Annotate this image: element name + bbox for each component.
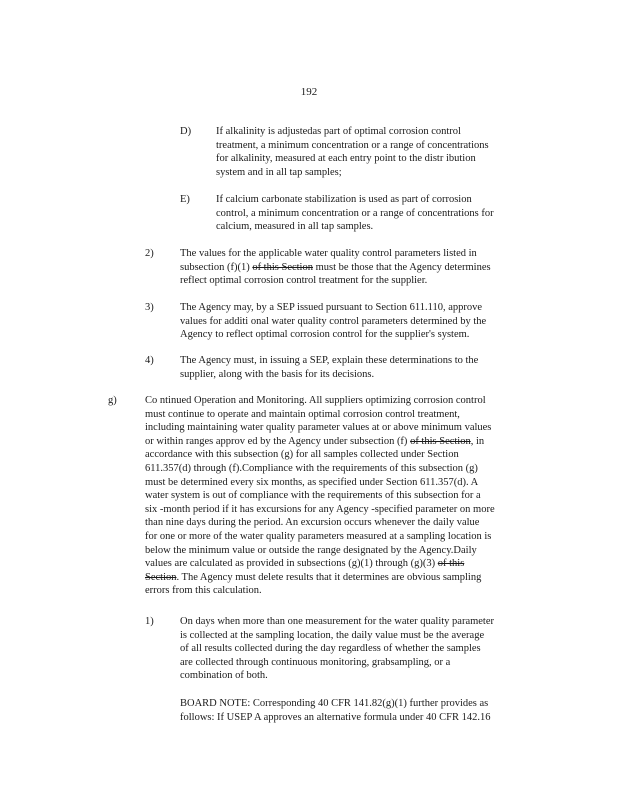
item-g-line: Section. The Agency must delete results that it determines are obvious sampling bbox=[145, 571, 482, 583]
item-g-line: than nine days during the period. An excursion occurs whenever the daily value bbox=[145, 517, 480, 529]
item-g-line: below the minimum value or outside the range designated by the Agency.Daily bbox=[145, 544, 477, 556]
item-g1-line: of all results collected during the day regardless of whether the samples bbox=[180, 643, 481, 655]
item-g-line: six -month period if it has excursions for any Agency -specified parameter on more bbox=[145, 503, 495, 515]
item-g-line: Co ntinued Operation and Monitoring. All suppliers optimizing corrosion control bbox=[145, 395, 486, 406]
item-g-line: 611.357(d) through (f).Compliance with the requirements of this subsection (g) bbox=[145, 462, 478, 474]
struck-text: of this bbox=[437, 558, 465, 570]
item-g-line: must be determined every six months, as specified under Section 611.357(d). A bbox=[145, 476, 479, 488]
page-number: 192 bbox=[300, 86, 318, 98]
item-g-line: or within ranges approv ed by the Agency under subsection (f) of this Section, in bbox=[145, 435, 485, 447]
item-g-marker: g) bbox=[108, 395, 117, 406]
struck-text: Section bbox=[145, 571, 177, 583]
item-e-line: If calcium carbonate stabilization is used as part of corrosion bbox=[216, 194, 472, 205]
item-2-line: reflect optimal corrosion control treatment for the supplier. bbox=[180, 275, 428, 287]
item-g-line: including maintaining water quality parameter values at or above minimum values bbox=[145, 422, 492, 434]
item-3-line: Agency to reflect optimal corrosion control for the supplier's system. bbox=[180, 329, 470, 341]
item-4-marker: 4) bbox=[145, 355, 154, 366]
item-3-line: values for additi onal water quality control parameters determined by the bbox=[180, 315, 487, 327]
item-4-line: supplier, along with the basis for its decisions. bbox=[180, 368, 375, 380]
item-e-line: calcium, measured in all tap samples. bbox=[216, 221, 374, 233]
struck-text: of this Section bbox=[252, 261, 313, 273]
item-g-line: must continue to operate and maintain optimal corrosion control treatment, bbox=[145, 408, 460, 420]
item-g-line: values are calculated as provided in subsections (g)(1) through (g)(3) of this bbox=[145, 558, 465, 570]
item-d-line: treatment, a minimum concentration or a range of concentrations bbox=[216, 139, 489, 151]
item-g-line: water system is out of compliance with the requirements of this subsection for a bbox=[145, 490, 481, 502]
item-g-line: for one or more of the water quality parameters measured at a sampling location is bbox=[145, 530, 492, 542]
item-d-line: system and in all tap samples; bbox=[216, 166, 342, 178]
item-g-line: accordance with this subsection (g) for all samples collected under Section bbox=[145, 449, 459, 461]
struck-text: of this Section bbox=[410, 435, 471, 447]
item-3-marker: 3) bbox=[145, 302, 154, 313]
item-d-marker: D) bbox=[180, 126, 192, 137]
item-e-line: control, a minimum concentration or a range of concentrations for bbox=[216, 207, 494, 219]
item-4-line: The Agency must, in issuing a SEP, explain these determinations to the bbox=[180, 355, 479, 366]
item-g1-line: is collected at the sampling location, the daily value must be the average bbox=[180, 629, 485, 641]
board-note-line: follows: If USEP A approves an alternative formula under 40 CFR 142.16 bbox=[180, 711, 491, 723]
item-g1-line: On days when more than one measurement for the water quality parameter bbox=[180, 616, 495, 627]
item-2-marker: 2) bbox=[145, 248, 154, 259]
item-2-line: subsection (f)(1) of this Section must be those that the Agency determines bbox=[180, 261, 491, 273]
item-g1-line: are collected through continuous monitoring, grabsampling, or a bbox=[180, 656, 451, 668]
item-d-line: If alkalinity is adjustedas part of optimal corrosion control bbox=[216, 126, 461, 137]
item-g1-marker: 1) bbox=[145, 616, 154, 627]
item-e-marker: E) bbox=[180, 194, 190, 205]
board-note-line: BOARD NOTE: Corresponding 40 CFR 141.82(g)(1) further provides as bbox=[180, 698, 489, 709]
item-g-line: errors from this calculation. bbox=[145, 585, 262, 597]
item-2-line: The values for the applicable water quality control parameters listed in bbox=[180, 248, 477, 259]
item-3-line: The Agency may, by a SEP issued pursuant to Section 611.110, approve bbox=[180, 302, 483, 313]
item-d-line: for alkalinity, measured at each entry point to the distr ibution bbox=[216, 153, 476, 165]
item-g1-line: combination of both. bbox=[180, 670, 268, 682]
